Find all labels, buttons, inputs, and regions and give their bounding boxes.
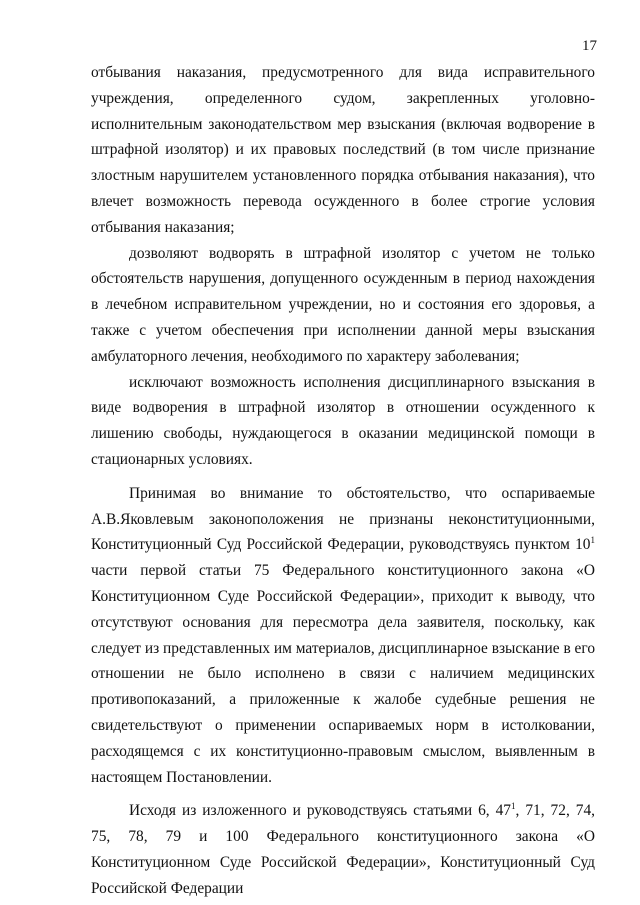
paragraph-continuation: отбывания наказания, предусмотренного для вида исправительного учреждения, определенного судом, закрепленных уголовно-исполнительным законодательством мер взыскания (включая водворение в штрафной изолятор) и их правовых последствий (в том числе признание злостным нарушителем установленного порядка отбывания наказания), что влечет возможность перевода осужденного в более строгие условия отбывания наказания; xyxy=(91,64,595,236)
page-number: 17 xyxy=(582,38,597,54)
paragraph-text: Принимая во внимание то обстоятельство, что оспариваемые А.В.Яковлевым законоположения не признаны неконституционными, Конституционный Суд Российской Федерации, руководствуясь пунктом 10 xyxy=(91,484,595,554)
paragraph-resolution-basis xyxy=(91,798,595,901)
paragraph-exclusion: исключают возможность исполнения дисциплинарного взыскания в виде водворения в штрафной изолятор в отношении осужденного к лишению свободы, нуждающегося в оказании медицинской помощи в стационарных условиях. xyxy=(91,373,595,468)
paragraph-court-conclusion xyxy=(91,481,595,791)
paragraph-text: части первой статьи 75 Федерального конституционного закона «О Конституционном Суде Российской Федерации», приходит к выводу, что отсутствуют основания для пересмотра дела заявителя, поскольку, как следует из представленных им материалов, дисциплинарное взыскание в его отношении не было исполнено в связи с наличием медицинских противопоказаний, а приложенные к жалобе судебные решения не свидетельствуют о применении оспариваемых норм в истолковании, расходящемся с их конституционно-правовым смыслом, выявленным в настоящем Постановлении. xyxy=(91,562,596,786)
paragraph-text: Исходя из изложенного и руководствуясь статьями 6, 47 xyxy=(129,802,512,820)
paragraph-text: , 71, 72, 74, 75, 78, 79 и 100 Федерального конституционного закона «О Конституционном Суде Российской Федерации», Конституционный Суд Российской Федерации xyxy=(91,802,595,897)
superscript: 1 xyxy=(590,535,595,546)
document-body xyxy=(91,60,595,902)
superscript: 1 xyxy=(511,801,516,812)
paragraph-health-conditions: дозволяют водворять в штрафной изолятор с учетом не только обстоятельств нарушения, допущенного осужденным в период нахождения в лечебном исправительном учреждении, но и состояния его здоровья, а также с учетом обеспечения при исполнении данной меры взыскания амбулаторного лечения, необходимого по характеру заболевания; xyxy=(91,244,595,365)
